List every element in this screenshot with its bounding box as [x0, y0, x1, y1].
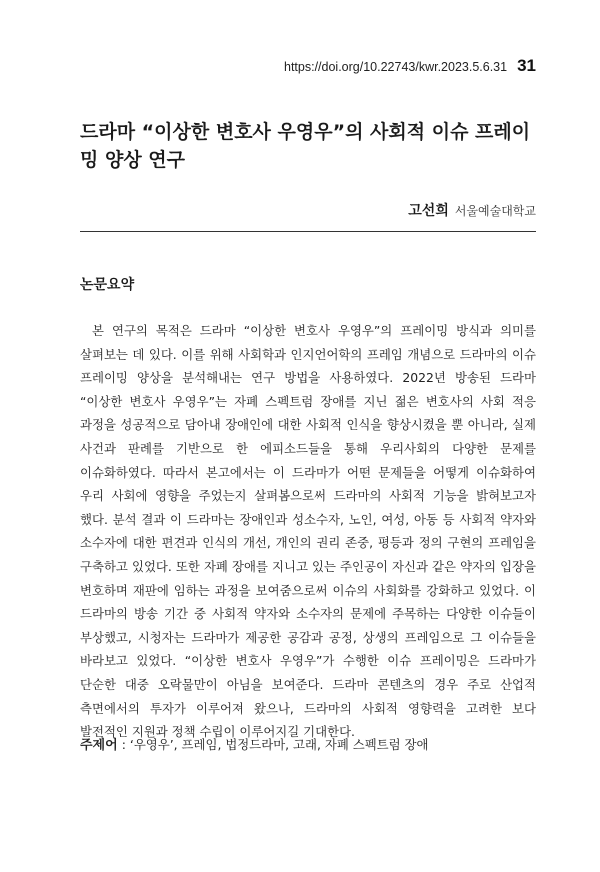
abstract-body: 본 연구의 목적은 드라마 “이상한 변호사 우영우”의 프레이밍 방식과 의미를 살펴보는 데 있다. 이를 위해 사회학과 인지언어학의 프레임 개념으로 드라마의 이슈 프레이밍 양상을 분석해내는 연구 방법을 사용하였다. 2022년 방송된 드라마 “이상한 변호사 우영우”는 자폐 스펙트럼 장애를 지닌 젊은 변호사의 사회 적응 과정을 성공적으로 담아내 장애인에 대한 사회적 인식을 향상시켰을 뿐 아니라, 실제 사건과 판례를 기반으로 한 에피소드들을 통해 우리사회의 다양한 문제를 이슈화하였다. 따라서 본고에서는 이 드라마가 어떤 문제들을 어떻게 이슈화하여 우리 사회에 영향을 주었는지 살펴봄으로써 드라마의 사회적 기능을 밝혀보고자 했다. 분석 결과 이 드라마는 장애인과 성소수자, 노인, 여성, 아동 등 사회적 약자와 소수자에 대한 편견과 인식의 개선, 개인의 권리 존중, 평등과 정의 구현의 프레임을 구축하고 있었다. 또한 자폐 장애를 지니고 있는 주인공이 자신과 같은 약자의 입장을 변호하며 재판에 임하는 과정을 보여줌으로써 이슈의 사회화를 강화하고 있었다. 이 드라마의 방송 기간 중 사회적 약자와 소수자의 문제에 주목하는 다양한 이슈들이 부상했고, 시청자는 드라마가 제공한 공감과 공정, 상생의 프레임으로 그 이슈들을 바라보고 있었다. “이상한 변호사 우영우”가 수행한 이슈 프레이밍은 드라마가 단순한 대중 오락물만이 아님을 보여준다. 드라마 콘텐츠의 경우 주로 산업적 측면에서의 투자가 이루어져 왔으나, 드라마의 사회적 영향력을 고려한 보다 발전적인 지원과 정책 수립이 이루어지길 기대한다. [80, 323, 536, 740]
paper-title: 드라마 “이상한 변호사 우영우”의 사회적 이슈 프레이밍 양상 연구 [80, 121, 531, 171]
keywords-separator: : [121, 737, 126, 752]
keywords-line [80, 734, 536, 757]
author-name: 고선희 [408, 203, 449, 219]
author-block [408, 200, 536, 220]
author-affiliation: 서울예술대학교 [454, 204, 536, 218]
abstract-heading: 논문요약 [80, 277, 135, 293]
keywords-label: 주제어 [80, 738, 118, 753]
doi-link[interactable]: https://doi.org/10.22743/kwr.2023.5.6.31 [284, 60, 508, 74]
page-header [284, 56, 536, 76]
keywords-list: ‘우영우’, 프레임, 법정드라마, 고래, 자폐 스펙트럼 장애 [129, 737, 429, 752]
title-divider [80, 231, 536, 232]
page-number: 31 [517, 56, 536, 75]
